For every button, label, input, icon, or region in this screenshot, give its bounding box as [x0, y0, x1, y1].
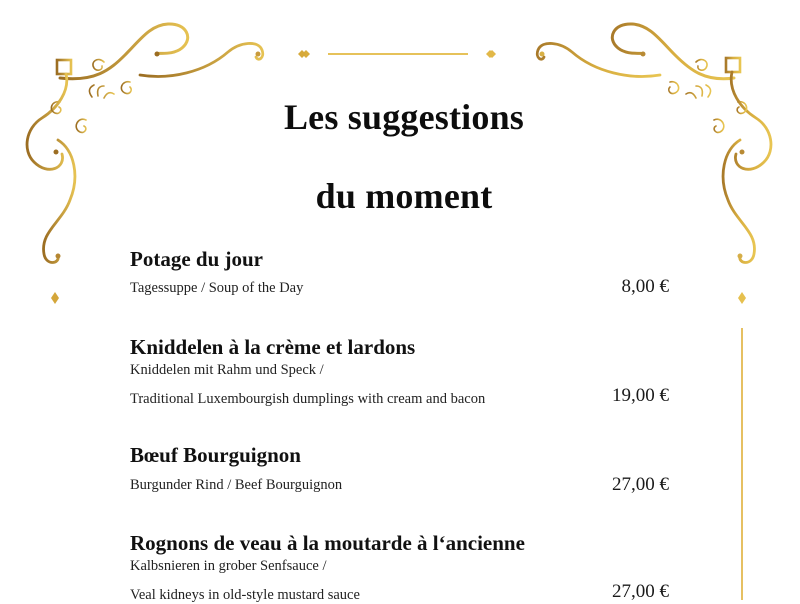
item-name: Potage du jour	[130, 247, 263, 271]
item-name: Kniddelen à la crème et lardons	[130, 335, 416, 359]
menu-item-boeuf-bourguignon	[130, 442, 675, 494]
menu-title-line-2: du moment	[315, 176, 493, 216]
item-name: Rognons de veau à la moutarde à l‘ancienne	[130, 531, 525, 555]
item-description: Burgunder Rind / Beef Bourguignon	[130, 477, 343, 493]
item-description-line-1: Kalbsnieren in grober Senfsauce /	[130, 558, 327, 574]
item-description-line-2: Traditional Luxembourgish dumplings with cream and bacon	[130, 391, 486, 407]
menu-item-potage	[130, 246, 675, 297]
item-price: 19,00 €	[612, 385, 669, 406]
menu-title-line-1: Les suggestions	[283, 97, 525, 137]
item-description-line-2: Veal kidneys in old-style mustard sauce	[130, 587, 360, 603]
item-description: Tagessuppe / Soup of the Day	[130, 280, 304, 296]
item-price: 27,00 €	[612, 581, 669, 602]
item-price: 27,00 €	[612, 474, 669, 495]
item-description-line-1: Kniddelen mit Rahm und Speck /	[130, 362, 324, 378]
item-name: Bœuf Bourguignon	[130, 443, 301, 467]
item-price: 8,00 €	[621, 276, 669, 297]
menu-item-rognons-de-veau	[130, 530, 675, 604]
menu-item-kniddelen	[130, 334, 675, 408]
